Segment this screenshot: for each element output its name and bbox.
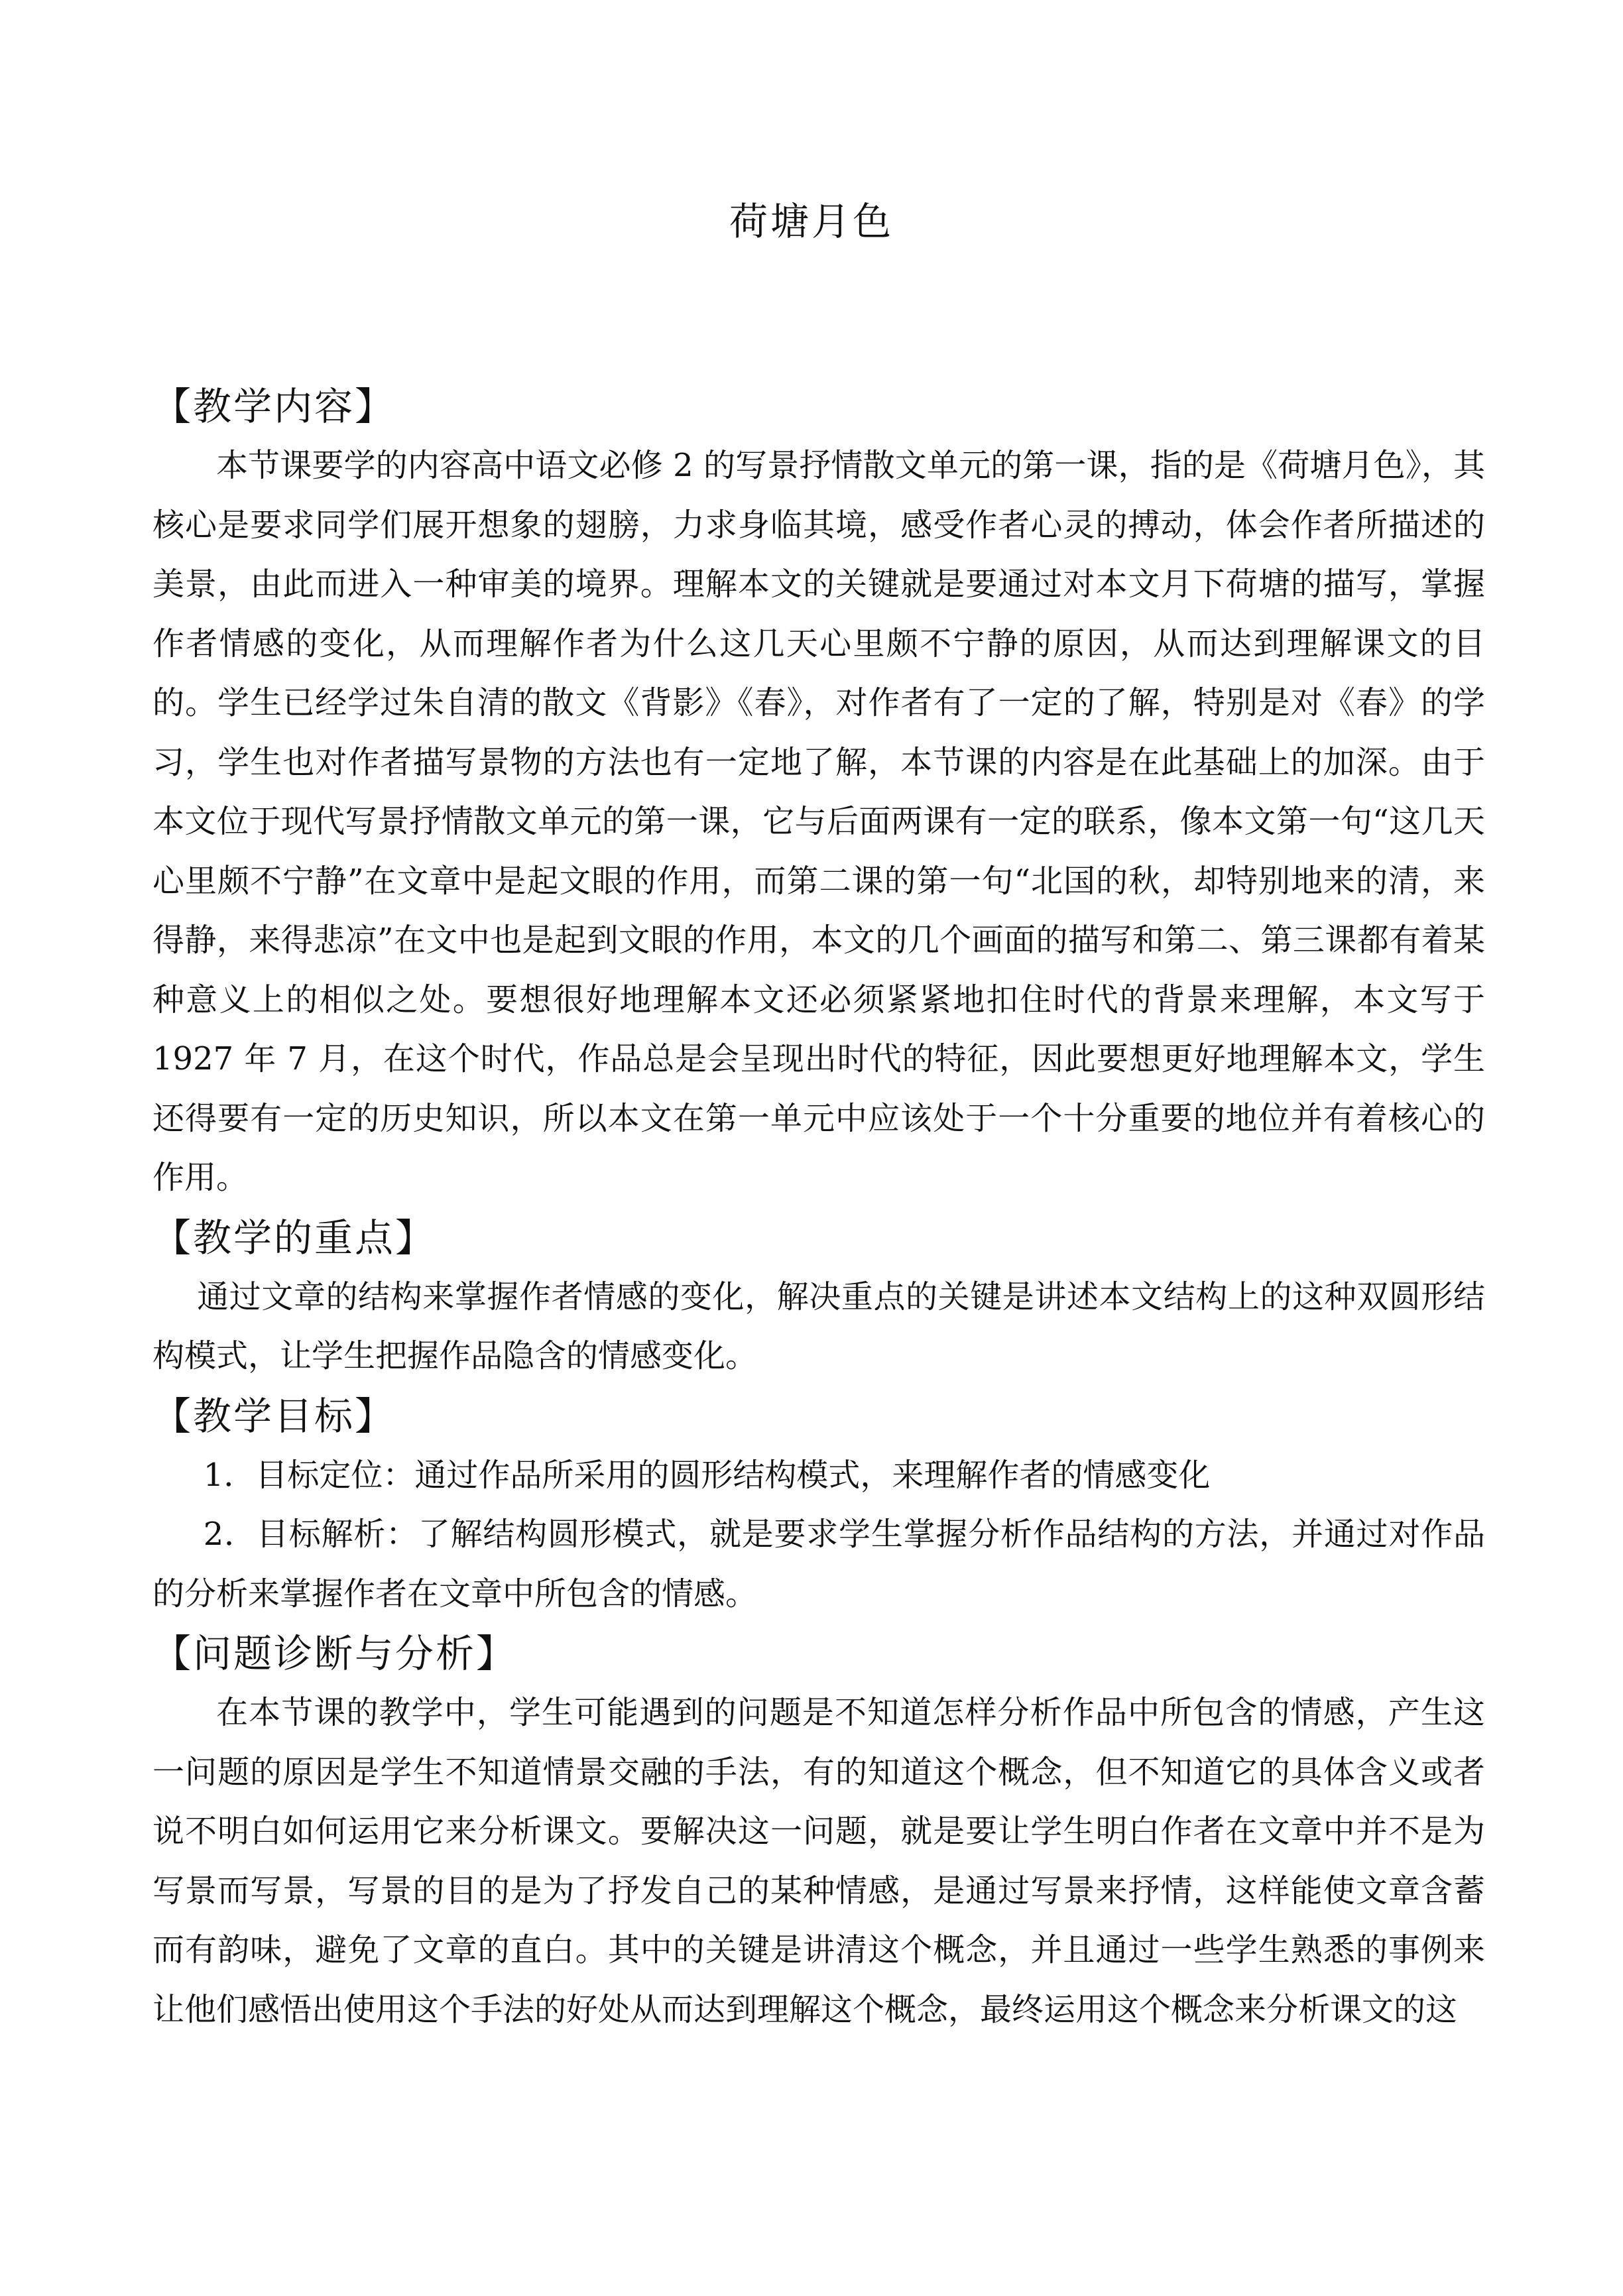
section-heading-key-points: 【教学的重点】	[152, 1215, 436, 1260]
goal-item-analysis: 2．目标解析：了解结构圆形模式，就是要求学生掌握分析作品结构的方法，并通过对作品的分析来掌握作者在文章中所包含的情感。	[152, 1516, 1485, 1612]
goal-item-positioning: 1．目标定位：通过作品所采用的圆形结构模式，来理解作者的情感变化	[203, 1456, 1211, 1494]
paragraph-key-points: 通过文章的结构来掌握作者情感的变化，解决重点的关键是讲述本文结构上的这种双圆形结构模式，让学生把握作品隐含的情感变化。	[152, 1278, 1485, 1374]
paragraph-teaching-content: 本节课要学的内容高中语文必修 2 的写景抒情散文单元的第一课，指的是《荷塘月色》，其核心是要求同学们展开想象的翅膀，力求身临其境，感受作者心灵的搏动，体会作者所描述的美景，由此而进入一种审美的境界。理解本文的关键就是要通过对本文月下荷塘的描写，掌握作者情感的变化，从而理解作者为什么这几天心里颇不宁静的原因，从而达到理解课文的目的。学生已经学过朱自清的散文《背影》《春》，对作者有了一定的了解，特别是对《春》的学习，学生也对作者描写景物的方法也有一定地了解，本节课的内容是在此基础上的加深。由于本文位于现代写景抒情散文单元的第一课，它与后面两课有一定的联系，像本文第一句“这几天心里颇不宁静”在文章中是起文眼的作用，而第二课的第一句“北国的秋，却特别地来的清，来得静，来得悲凉”在文中也是起到文眼的作用，本文的几个画面的描写和第二、第三课都有着某种意义上的相似之处。要想很好地理解本文还必须紧紧地扣住时代的背景来理解，本文写于 1927 年 7 月，在这个时代，作品总是会呈现出时代的特征，因此要想更好地理解本文，学生还得要有一定的历史知识，所以本文在第一单元中应该处于一个十分重要的地位并有着核心的作用。	[152, 447, 1485, 1196]
document-title: 荷塘月色	[729, 199, 894, 244]
document-body	[152, 377, 1485, 2039]
section-heading-teaching-content: 【教学内容】	[152, 384, 396, 429]
section-heading-problem-diagnosis: 【问题诊断与分析】	[152, 1631, 517, 1676]
paragraph-problem-diagnosis: 在本节课的教学中，学生可能遇到的问题是不知道怎样分析作品中所包含的情感，产生这一问题的原因是学生不知道情景交融的手法，有的知道这个概念，但不知道它的具体含义或者说不明白如何运用它来分析课文。要解决这一问题，就是要让学生明白作者在文章中并不是为写景而写景，写景的目的是为了抒发自己的某种情感，是通过写景来抒情，这样能使文章含蓄而有韵味，避免了文章的直白。其中的关键是讲清这个概念，并且通过一些学生熟悉的事例来让他们感悟出使用这个手法的好处从而达到理解这个概念，最终运用这个概念来分析课文的这	[152, 1694, 1485, 2028]
section-heading-teaching-goals: 【教学目标】	[152, 1393, 396, 1439]
